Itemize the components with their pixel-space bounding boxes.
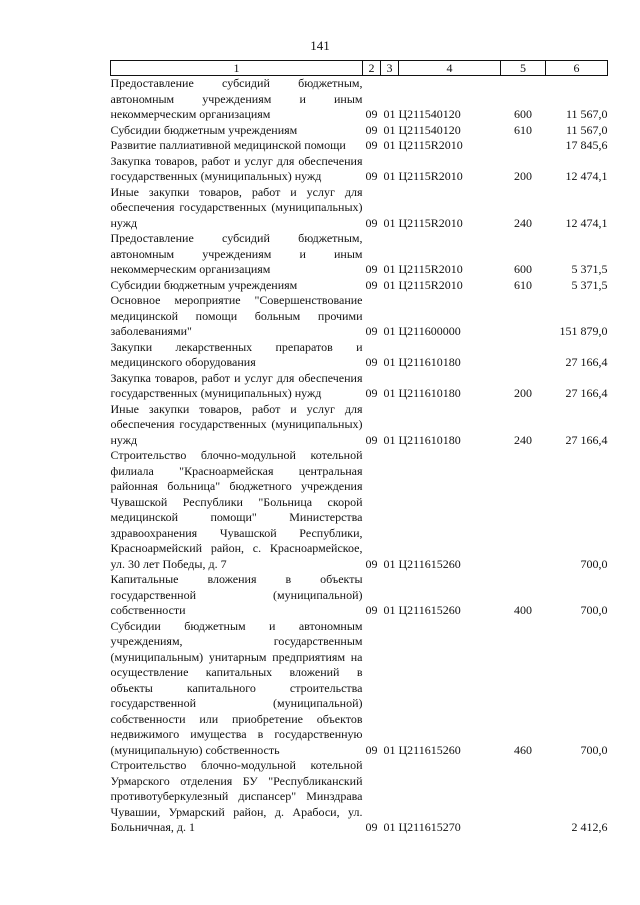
row-amount: 5 371,5 [571,262,608,276]
row-name: Строительство блочно-модульной котельной Урмарского отделения БУ "Республиканский противотуберкулезный диспансер" Минздрава Чувашии, Урмарский район, д. Арабоси, ул. Больничная, д. 1 [110,758,363,834]
row-subsection: 01 [383,820,396,834]
row-name: Закупки лекарственных препаратов и медицинского оборудования [110,339,363,369]
row-expense-type: 600 [514,262,532,276]
row-subsection: 01 [383,742,396,757]
row-amount: 700,0 [580,742,608,757]
row-section: 09 [365,215,378,230]
row-name: Субсидии бюджетным учреждениям [110,122,298,137]
row-subsection: 01 [383,169,396,183]
table-row [111,572,608,619]
row-amount: 27 166,4 [565,355,608,369]
row-expense-type: 460 [514,742,532,757]
row-subsection: 01 [383,138,396,152]
column-header-expense-type: 5 [501,61,546,76]
table-row [111,278,608,294]
column-header-subsection: 3 [381,61,399,76]
row-section: 09 [365,355,378,369]
row-section: 09 [365,603,378,617]
row-amount: 12 474,1 [565,169,608,183]
row-expense-type [501,138,546,154]
row-target-article: Ц211615260 [398,742,461,757]
row-section: 09 [365,262,378,276]
row-name: Предоставление субсидий бюджетным, автономным учреждениям и иным некоммерческим организациям [110,76,363,121]
row-amount: 11 567,0 [565,122,608,137]
table-row [111,371,608,402]
column-header-section: 2 [363,61,381,76]
row-target-article: Ц2115R2010 [398,138,463,152]
row-amount: 700,0 [580,556,608,571]
row-target-article: Ц2115R2010 [398,277,463,292]
table-row [111,138,608,154]
row-target-article: Ц2115R2010 [398,262,463,276]
row-name: Строительство блочно-модульной котельной филиала "Красноармейская центральная районная больница" бюджетного учреждения Чувашской Республики "Больница скорой медицинской помощи" Министерства здравоохранения Чувашской Республики, Красноармейский район, с. Красноармейское, ул. 30 лет Победы, д. 7 [110,448,363,571]
row-expense-type: 240 [514,215,532,230]
row-amount: 5 371,5 [571,277,608,292]
row-subsection: 01 [383,556,396,571]
row-expense-type: 610 [514,277,532,292]
row-section: 09 [365,742,378,757]
row-target-article: Ц211615270 [398,820,461,834]
row-target-article: Ц211610180 [398,355,461,369]
row-name: Закупка товаров, работ и услуг для обеспечения государственных (муниципальных) нужд [110,153,363,183]
row-target-article: Ц211540120 [398,107,461,121]
row-amount: 27 166,4 [565,386,608,400]
row-subsection: 01 [383,262,396,276]
row-expense-type: 240 [514,432,532,447]
row-amount: 27 166,4 [565,432,608,447]
table-row [111,185,608,232]
row-subsection: 01 [383,355,396,369]
row-subsection: 01 [383,603,396,617]
row-target-article: Ц211610180 [398,386,461,400]
row-subsection: 01 [383,277,396,292]
row-target-article: Ц2115R2010 [398,169,463,183]
row-expense-type [501,448,546,572]
row-amount: 17 845,6 [565,138,608,152]
row-amount: 11 567,0 [565,107,608,121]
row-section: 09 [365,432,378,447]
row-expense-type: 600 [514,107,532,121]
row-subsection: 01 [383,107,396,121]
row-section: 09 [365,107,378,121]
column-header-name: 1 [111,61,363,76]
row-name: Основное мероприятие "Совершенствование медицинской помощи больным прочими заболеваниями" [110,293,363,338]
row-target-article: Ц2115R2010 [398,215,463,230]
row-section: 09 [365,386,378,400]
row-subsection: 01 [383,432,396,447]
table-row [111,231,608,278]
row-section: 09 [365,277,378,292]
row-expense-type [501,758,546,836]
row-name: Закупка товаров, работ и услуг для обеспечения государственных (муниципальных) нужд [110,370,363,400]
row-section: 09 [365,169,378,183]
column-header-amount: 6 [546,61,608,76]
row-name: Капитальные вложения в объекты государственной (муниципальной) собственности [110,572,363,617]
row-name: Субсидии бюджетным и автономным учреждениям, государственным (муниципальным) унитарным предприятиям на осуществление капитальных вложений в объекты капитального строительства государственной (муниципальной) собственности или приобретение объектов недвижимого имущества в государственную (муниципальную) собственность [110,618,363,757]
row-section: 09 [365,122,378,137]
row-target-article: Ц211600000 [398,324,461,338]
row-subsection: 01 [383,324,396,338]
budget-table [110,60,608,836]
row-name: Развитие паллиативной медицинской помощи [110,138,346,152]
table-row [111,154,608,185]
row-amount: 700,0 [580,603,608,617]
row-target-article: Ц211610180 [398,432,461,447]
row-subsection: 01 [383,215,396,230]
table-row [111,402,608,449]
table-row [111,340,608,371]
row-expense-type: 610 [514,122,532,137]
page-number: 141 [310,38,330,53]
table-header-row [111,61,608,76]
table-row [111,293,608,340]
row-section: 09 [365,324,378,338]
row-target-article: Ц211540120 [398,122,461,137]
row-expense-type [501,293,546,340]
row-subsection: 01 [383,386,396,400]
row-section: 09 [365,820,378,834]
table-row [111,123,608,139]
row-section: 09 [365,138,378,152]
row-target-article: Ц211615260 [398,556,461,571]
row-section: 09 [365,556,378,571]
row-expense-type: 200 [514,169,532,183]
row-target-article: Ц211615260 [398,603,461,617]
row-expense-type: 400 [514,603,532,617]
row-name: Иные закупки товаров, работ и услуг для обеспечения государственных (муниципальных) нужд [110,184,363,230]
table-row [111,76,608,123]
column-header-target-article: 4 [399,61,501,76]
row-expense-type: 200 [514,386,532,400]
row-name: Предоставление субсидий бюджетным, автономным учреждениям и иным некоммерческим организациям [110,231,363,276]
row-expense-type [501,340,546,371]
row-amount: 12 474,1 [565,215,608,230]
table-row [111,619,608,759]
row-amount: 2 412,6 [571,820,608,834]
row-name: Субсидии бюджетным учреждениям [110,277,298,292]
row-amount: 151 879,0 [559,324,608,338]
table-row [111,758,608,836]
table-row [111,448,608,572]
row-subsection: 01 [383,122,396,137]
row-name: Иные закупки товаров, работ и услуг для обеспечения государственных (муниципальных) нужд [110,401,363,447]
